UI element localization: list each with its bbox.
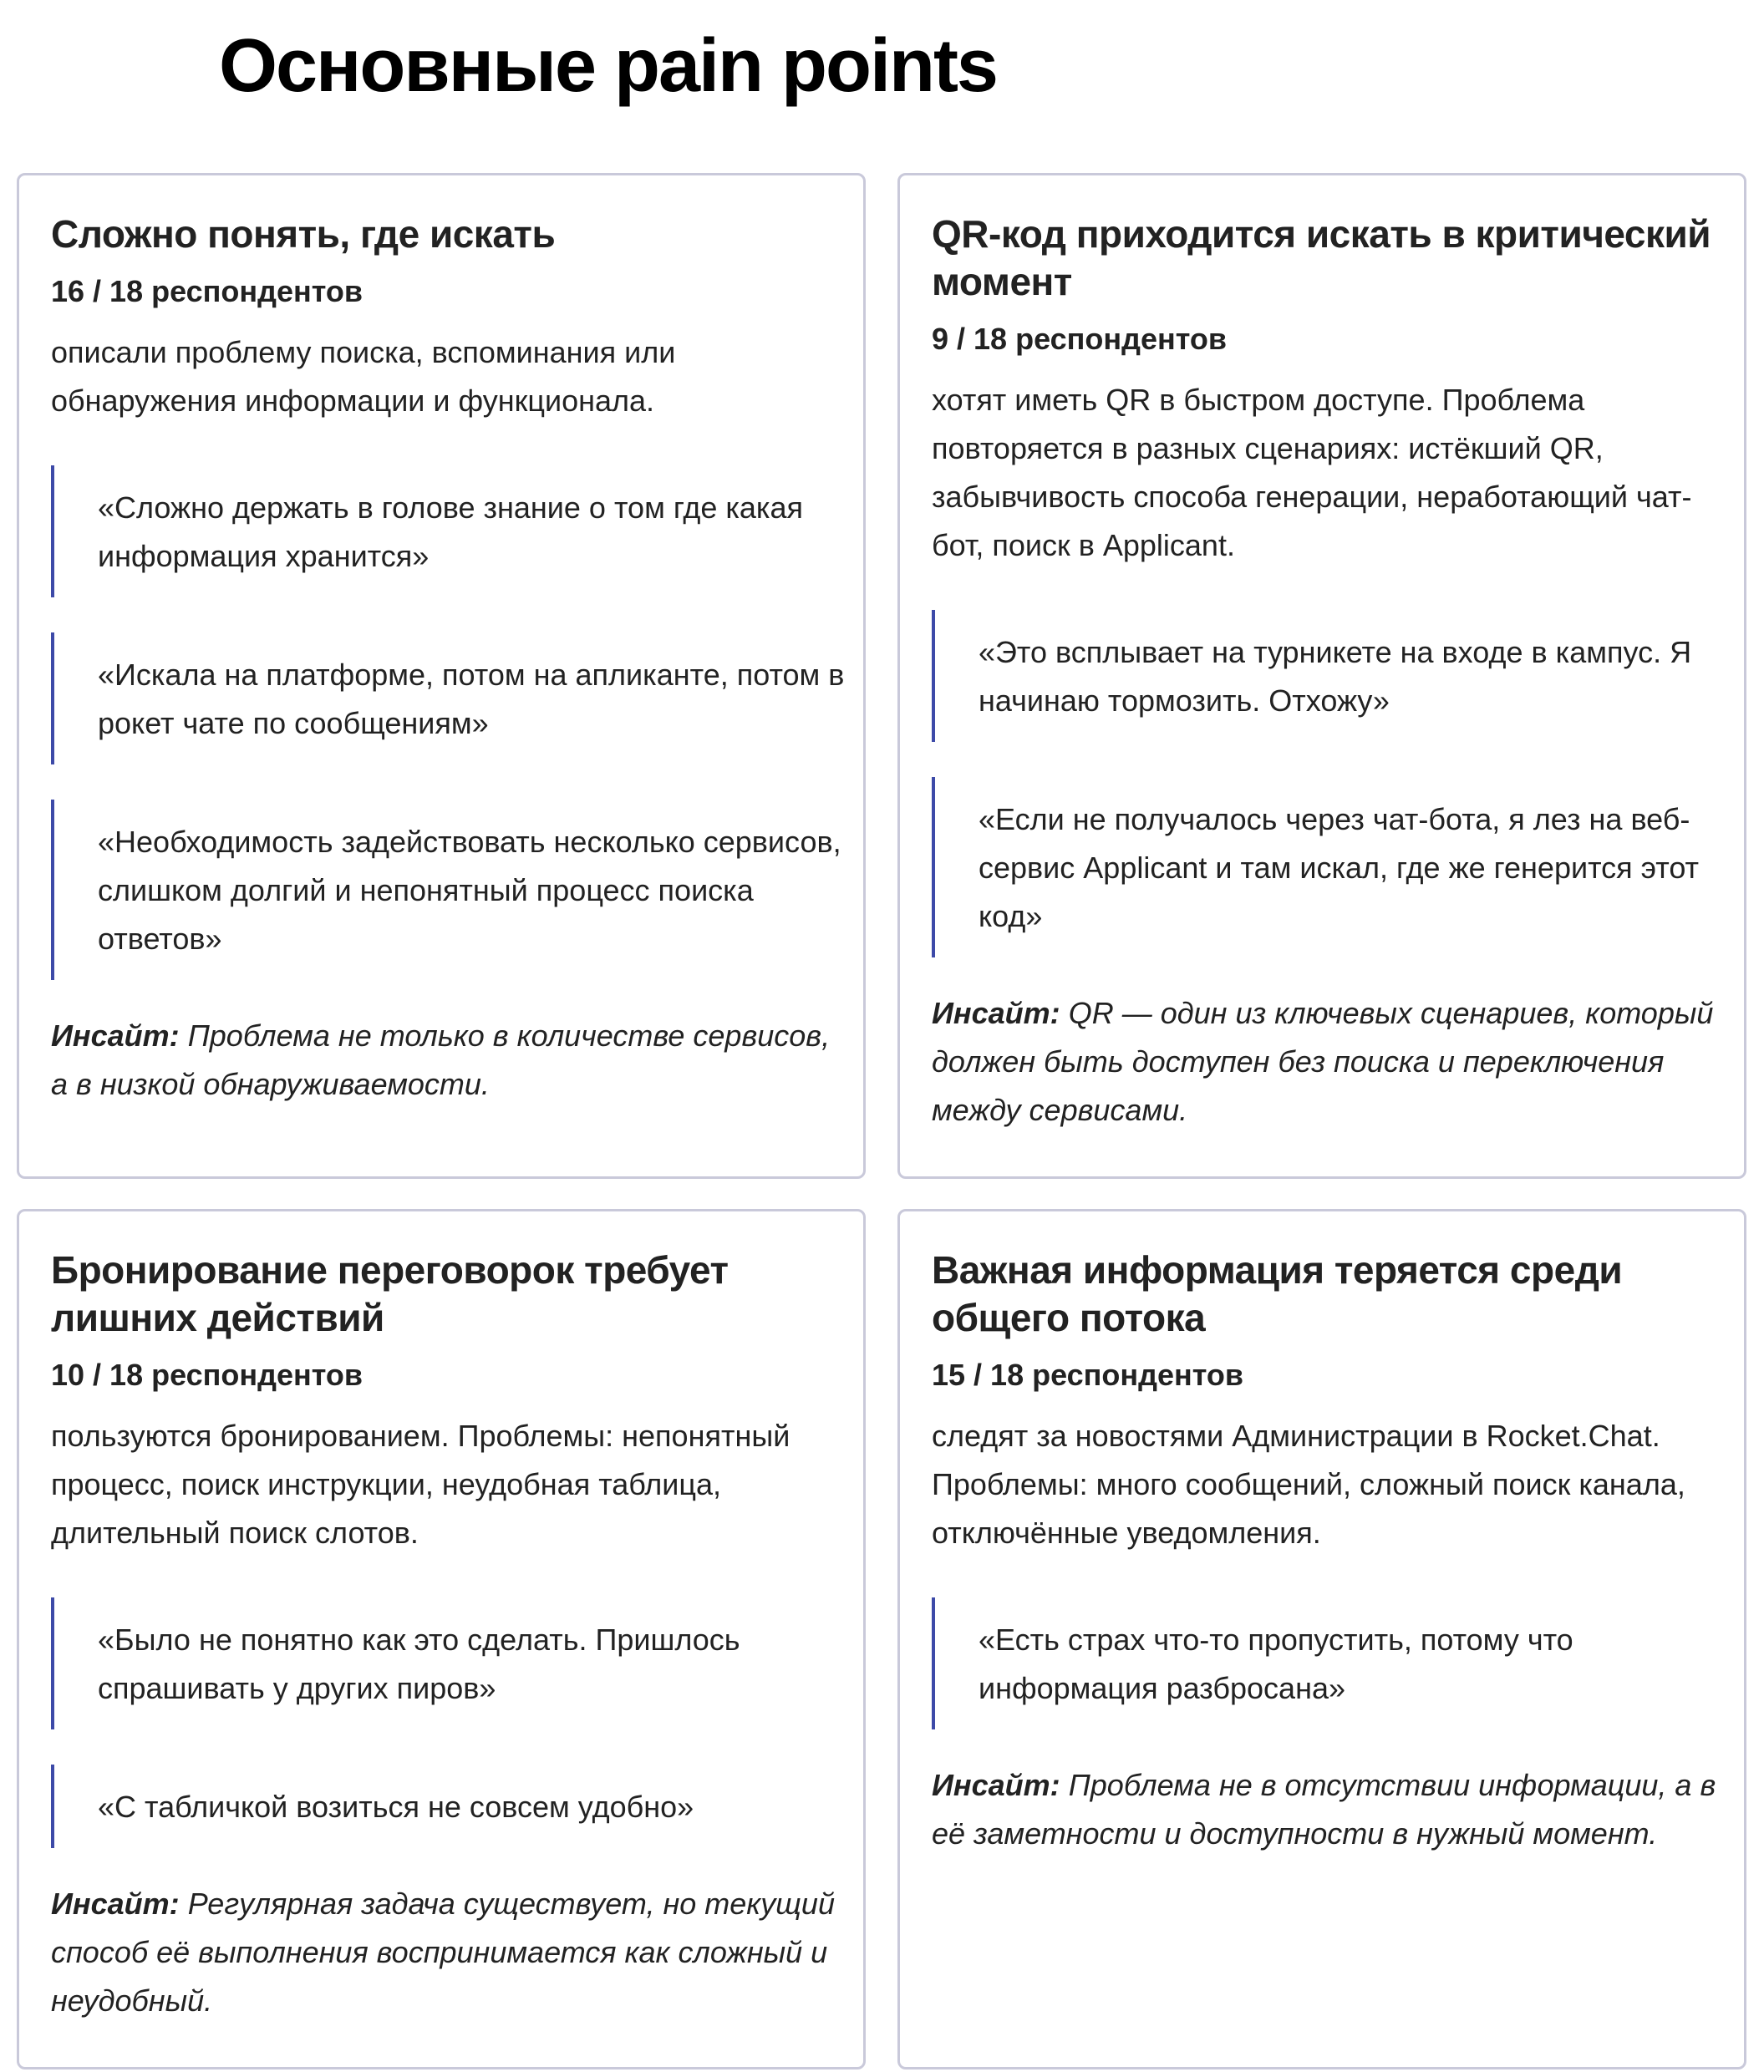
insight-label: Инсайт:: [51, 1887, 180, 1921]
insight: [51, 1880, 853, 2025]
card-description: следят за новостями Администрации в Rocket.Chat. Проблемы: много сообщений, сложный поиск канала, отключённые уведомления.: [932, 1419, 1685, 1550]
insight-label: Инсайт:: [932, 1768, 1060, 1802]
respondent-count: 10 / 18 респондентов: [51, 1358, 363, 1392]
insight-label: Инсайт:: [51, 1018, 180, 1053]
insight-text: Проблема не в отсутствии информации, а в её заметности и доступности в нужный момент.: [932, 1768, 1716, 1851]
quote-list: [932, 610, 1712, 957]
insight: [932, 1761, 1734, 1858]
insight-label: Инсайт:: [932, 996, 1060, 1030]
card-description: пользуются бронированием. Проблемы: непонятный процесс, поиск инструкции, неудобная таблица, длительный поиск слотов.: [51, 1419, 790, 1550]
pain-point-card: [897, 1209, 1746, 2069]
insight-text: Регулярная задача существует, но текущий способ её выполнения воспринимается как сложный и неудобный.: [51, 1887, 835, 2018]
card-title: Бронирование переговорок требует лишних действий: [51, 1248, 729, 1339]
card-title: QR-код приходится искать в критический момент: [932, 212, 1711, 303]
insight-text: QR — один из ключевых сценариев, который должен быть доступен без поиска и переключения между сервисами.: [932, 996, 1714, 1127]
respondent-count: 9 / 18 респондентов: [932, 322, 1228, 356]
quote: «Необходимость задействовать несколько сервисов, слишком долгий и непонятный процесс поиска ответов»: [51, 800, 853, 980]
insight: [932, 989, 1734, 1135]
respondent-count: 16 / 18 респондентов: [51, 274, 363, 308]
quote: «Есть страх что-то пропустить, потому что информация разбросана»: [932, 1597, 1684, 1729]
card-description: описали проблему поиска, вспоминания или обнаружения информации и функционала.: [51, 335, 676, 418]
pain-point-card: [17, 1209, 866, 2069]
card-title: Важная информация теряется среди общего потока: [932, 1248, 1623, 1339]
quote: «Если не получалось через чат-бота, я лез на веб-сервис Applicant и там искал, где же генерится этот код»: [932, 777, 1734, 957]
respondent-count: 15 / 18 респондентов: [932, 1358, 1244, 1392]
quote: «С табличкой возиться не совсем удобно»: [51, 1765, 853, 1848]
pain-point-card: [17, 173, 866, 1179]
quote-list: [51, 465, 845, 980]
card-title: Сложно понять, где искать: [51, 212, 556, 256]
quote: «Это всплывает на турникете на входе в кампус. Я начинаю тормозить. Отхожу»: [932, 610, 1734, 742]
card-description: хотят иметь QR в быстром доступе. Проблема повторяется в разных сценариях: истёкший QR, забывчивость способа генерации, неработающий чат-бот, поиск в Applicant.: [932, 383, 1692, 562]
pain-point-card: [897, 173, 1746, 1179]
page-title: Основные pain points: [219, 24, 997, 108]
quote: «Сложно держать в голове знание о том где какая информация хранится»: [51, 465, 853, 597]
insight: [51, 1012, 836, 1109]
insight-text: Проблема не только в количестве сервисов, а в низкой обнаруживаемости.: [51, 1018, 831, 1101]
quote-list: [932, 1597, 1712, 1729]
quote-list: [51, 1597, 831, 1848]
quote: «Искала на платформе, потом на апликанте, потом в рокет чате по сообщениям»: [51, 632, 853, 764]
quote: «Было не понятно как это сделать. Пришлось спрашивать у других пиров»: [51, 1597, 803, 1729]
